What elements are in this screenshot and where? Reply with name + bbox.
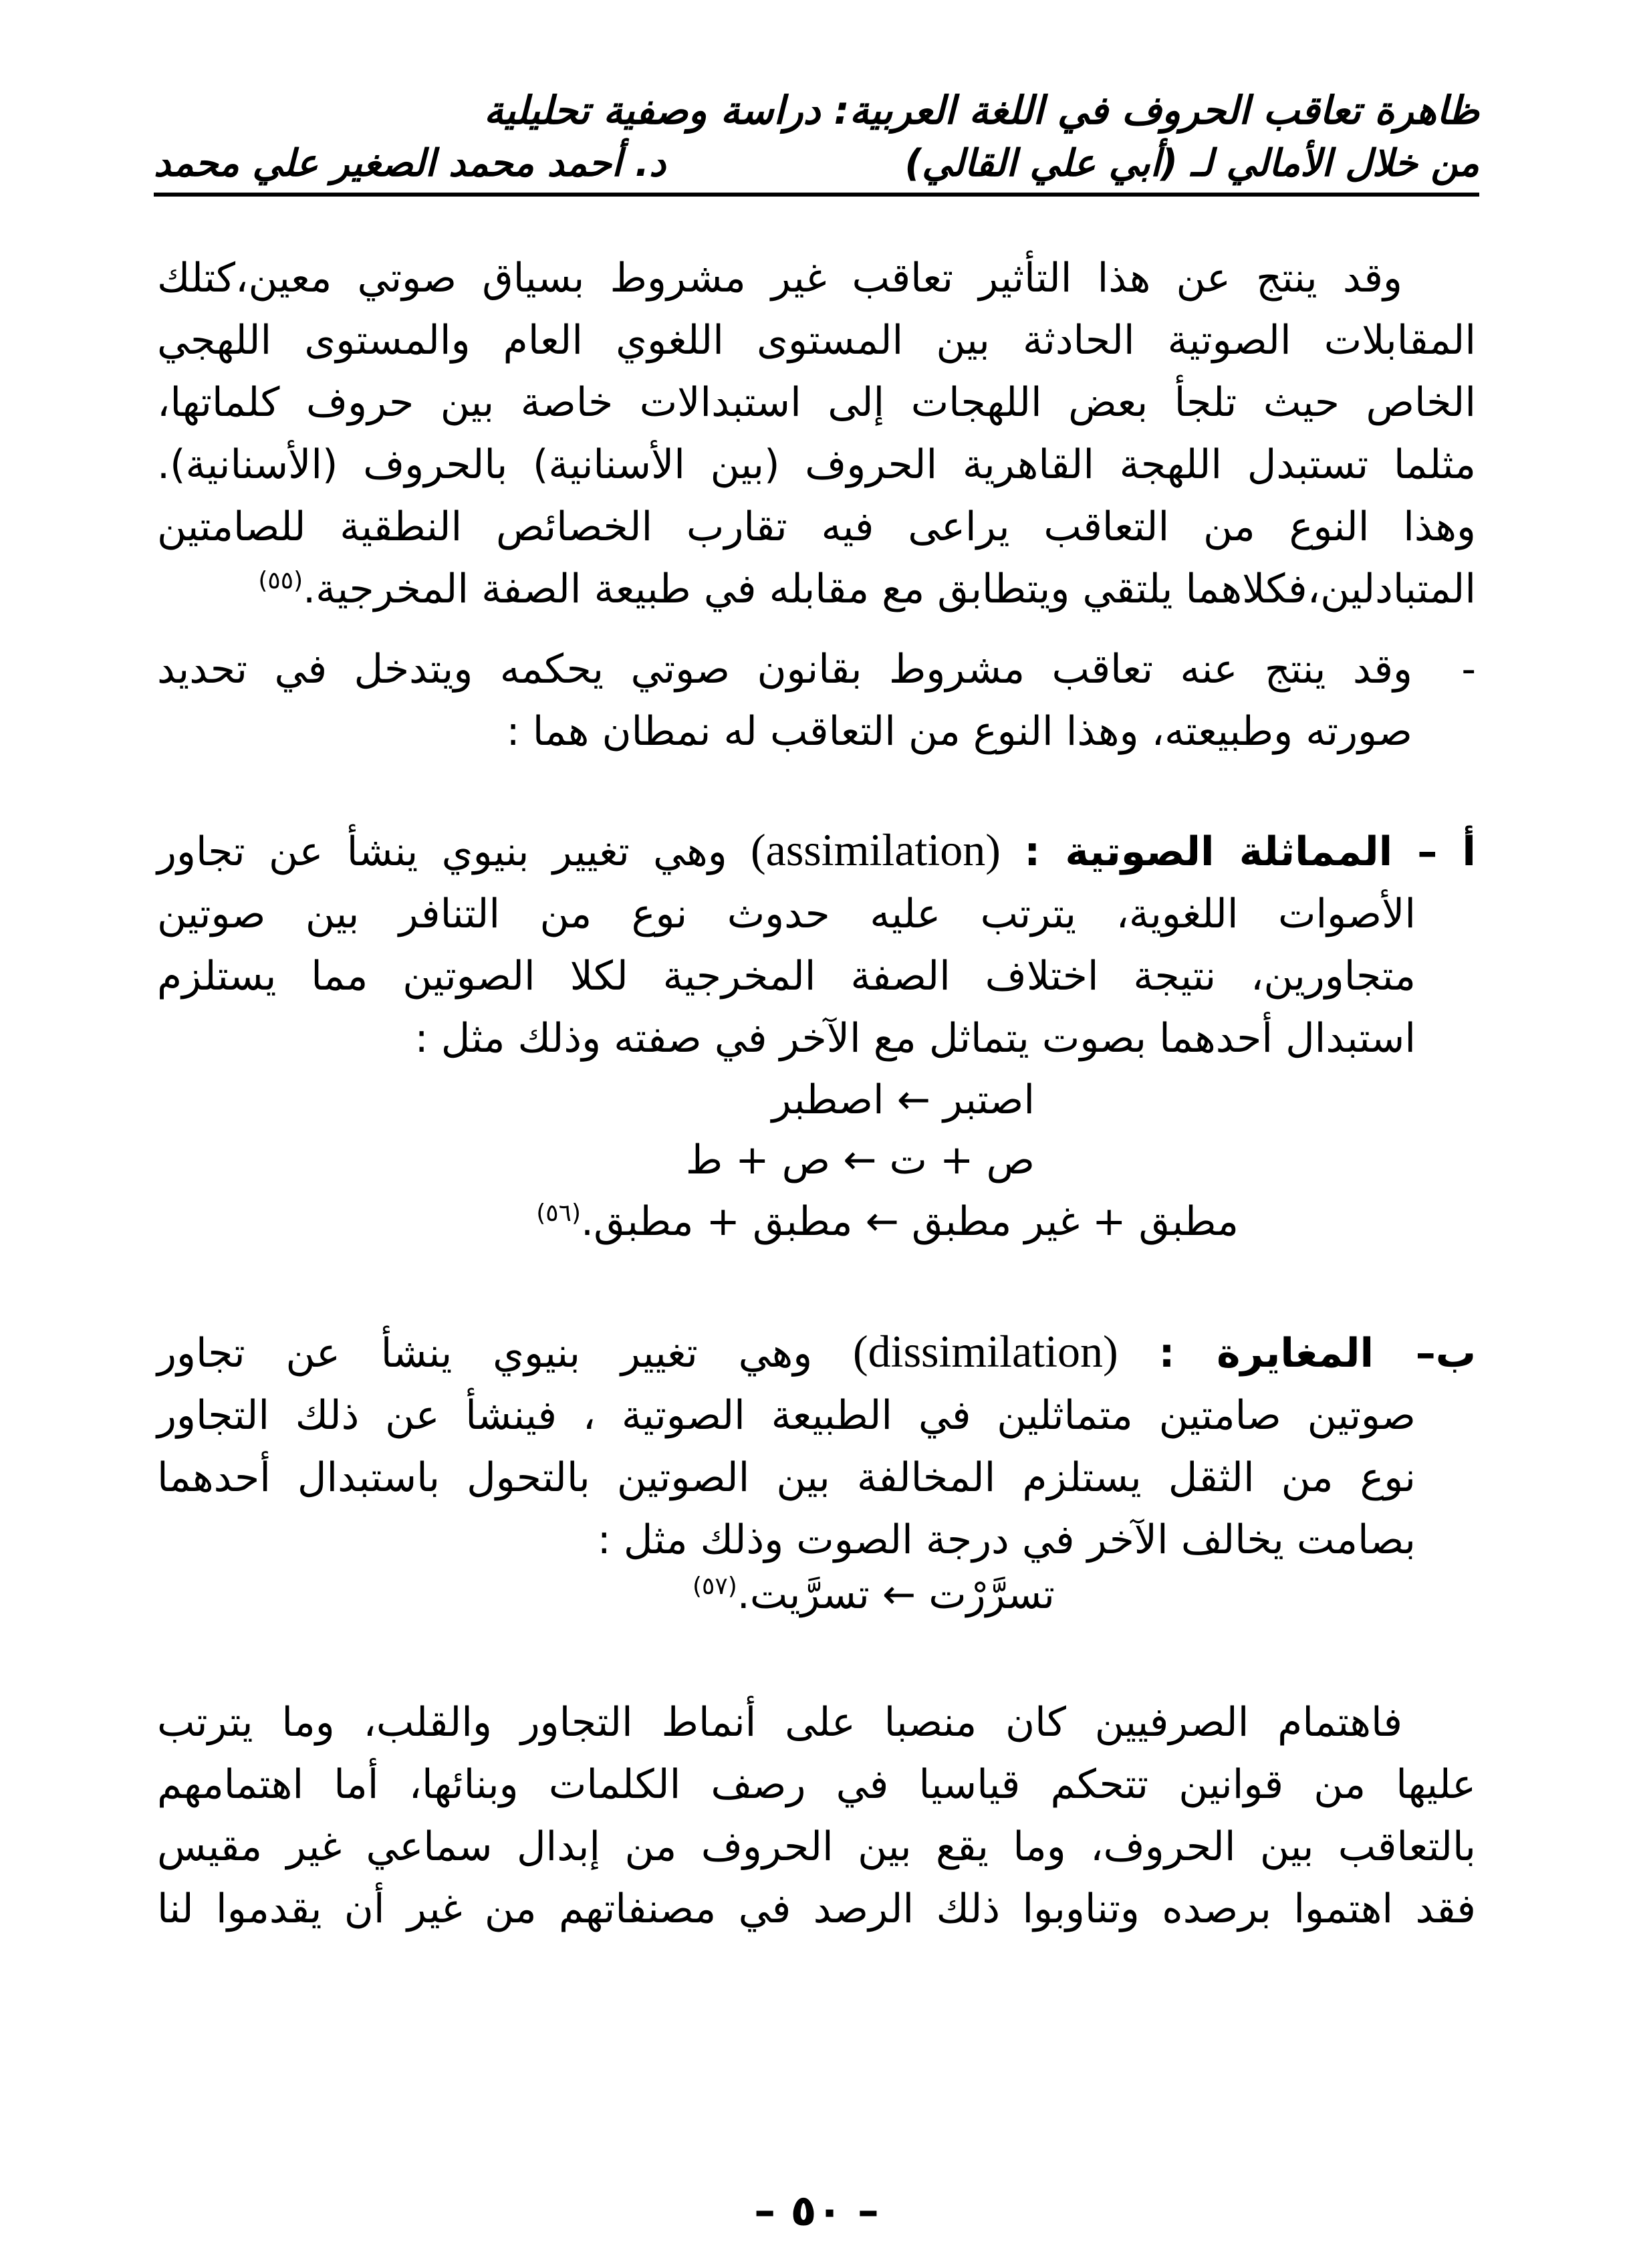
text-line: استبدال أحدهما بصوت يتماثل مع الآخر في صفته وذلك مثل : (414, 1015, 1416, 1062)
running-header (154, 84, 1479, 191)
text-line: صورته وطبيعته، وهذا النوع من التعاقب له نمطان هما : (506, 708, 1412, 755)
paragraph-1 (157, 247, 1476, 620)
page-number: – ٥٠ – (754, 2186, 879, 2236)
text-line-content: المتبادلين،فكلاهما يلتقي ويتطابق مع مقابله في طبيعة الصفة المخرجية. (303, 566, 1476, 612)
text-line-last (157, 558, 1476, 620)
section-first-line (157, 1321, 1476, 1385)
text-line: بصامت يخالف الآخر في درجة الصوت وذلك مثل : (597, 1516, 1416, 1563)
section-label: ب– المغايرة : (1158, 1330, 1477, 1377)
header-subtitle: من خلال الأمالي لـ (أبي علي القالي) (904, 142, 1479, 185)
section-dissimilation (157, 1321, 1476, 1571)
example-line: اصتبر ← اصطبر (771, 1076, 1035, 1123)
text-line: عليها من قوانين تتحكم قياسيا في رصف الكلمات وبنائها، أما اهتمامهم (157, 1761, 1476, 1808)
header-title: ظاهرة تعاقب الحروف في اللغة العربية: دراسة وصفية تحليلية (484, 88, 1479, 133)
header-row (154, 137, 1479, 191)
header-author: د. أحمد محمد الصغير علي محمد (154, 142, 666, 185)
english-term: (dissimilation) (853, 1326, 1118, 1377)
text-line: وهذا النوع من التعاقب يراعى فيه تقارب الخصائص النطقية للصامتين (157, 503, 1476, 550)
footnote-ref-57: (٥٧) (693, 1573, 737, 1600)
text-line: الخاص حيث تلجأ بعض اللهجات إلى استبدالات خاصة بين حروف كلماتها، (157, 379, 1476, 426)
example-line (536, 1192, 1239, 1252)
text-line-content: وهي تغيير بنيوي ينشأ عن تجاور (157, 828, 727, 875)
bullet-dash: - (1461, 646, 1476, 693)
footnote-ref-55: (٥٥) (258, 567, 303, 594)
paragraph-3 (157, 1692, 1476, 1940)
example-text: مطبق + غير مطبق ← مطبق + مطبق. (581, 1198, 1239, 1245)
footnote-ref-56: (٥٦) (536, 1200, 581, 1227)
example-line: ص + ت ← ص + ط (685, 1137, 1035, 1183)
text-line: بالتعاقب بين الحروف، وما يقع بين الحروف من إبدال سماعي غير مقيس (157, 1823, 1476, 1870)
text-line: نوع من الثقل يستلزم المخالفة بين الصوتين بالتحول باستبدال أحدهما (157, 1454, 1416, 1501)
text-line: متجاورين، نتيجة اختلاف الصفة المخرجية لكلا الصوتين مما يستلزم (157, 953, 1416, 1000)
section-assimilation (157, 819, 1476, 1070)
text-line: المقابلات الصوتية الحادثة بين المستوى اللغوي العام والمستوى اللهجي (157, 317, 1476, 364)
paragraph-2 (157, 639, 1412, 763)
text-line: وقد ينتج عن هذا التأثير تعاقب غير مشروط بسياق صوتي معين،كتلك (157, 255, 1402, 302)
section-label: أ – المماثلة الصوتية : (1024, 828, 1476, 875)
text-line: وقد ينتج عنه تعاقب مشروط بقانون صوتي يحكمه ويتدخل في تحديد (157, 646, 1412, 693)
text-line: مثلما تستبدل اللهجة القاهرية الحروف (بين الأسنانية) بالحروف (الأسنانية). (157, 441, 1476, 488)
english-term: (assimilation) (750, 824, 1001, 875)
text-line: فقد اهتموا برصده وتناوبوا ذلك الرصد في مصنفاتهم من غير أن يقدموا لنا (157, 1886, 1476, 1932)
text-line: صوتين صامتين متماثلين في الطبيعة الصوتية ، فينشأ عن ذلك التجاور (157, 1392, 1416, 1439)
header-rule (154, 193, 1479, 197)
example-line (693, 1565, 1055, 1625)
example-text: تسرَّرْت ← تسرَّيت. (737, 1571, 1055, 1618)
section-first-line (157, 819, 1476, 883)
text-line: فاهتمام الصرفيين كان منصبا على أنماط التجاور والقلب، وما يترتب (157, 1699, 1402, 1746)
text-line: الأصوات اللغوية، يترتب عليه حدوث نوع من التنافر بين صوتين (157, 891, 1416, 937)
text-line-content: وهي تغيير بنيوي ينشأ عن تجاور (157, 1330, 813, 1377)
